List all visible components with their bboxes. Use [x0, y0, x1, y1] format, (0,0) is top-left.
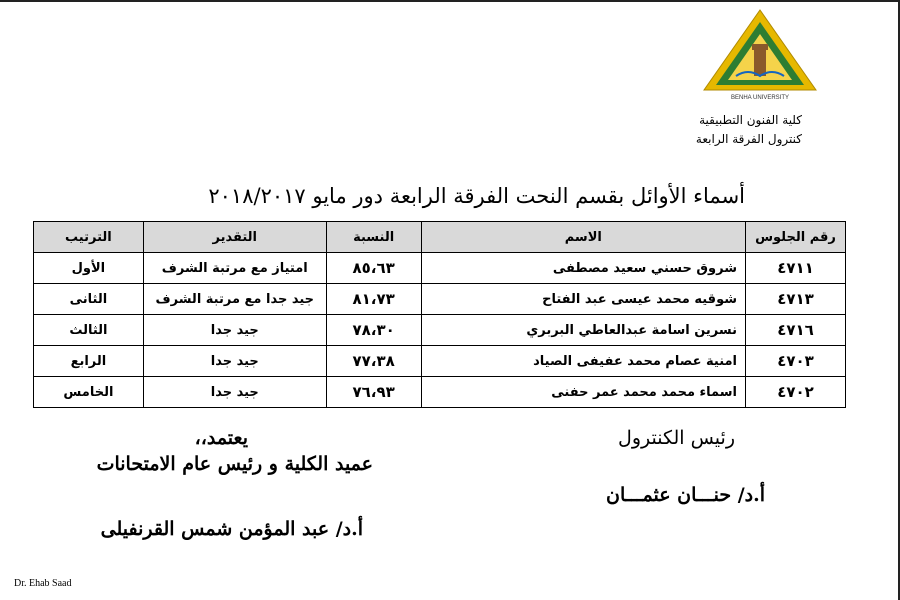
- cell-seat: ٤٧١٣: [746, 284, 846, 315]
- dean-name: أ.د/ عبد المؤمن شمس القرنفيلى: [100, 518, 363, 540]
- cell-seat: ٤٧٠٢: [746, 377, 846, 408]
- cell-name: اسماء محمد محمد عمر حفنى: [421, 377, 745, 408]
- cell-percent: ٧٨،٣٠: [326, 315, 421, 346]
- table-row: [34, 284, 846, 315]
- logo-caption: BENHA UNIVERSITY: [730, 95, 790, 101]
- cell-grade: جيد جدا: [143, 377, 326, 408]
- top-students-table: [33, 221, 846, 408]
- cell-rank: الأول: [34, 253, 144, 284]
- cell-percent: ٧٧،٣٨: [326, 346, 421, 377]
- college-name: كلية الفنون التطبيقية: [699, 113, 802, 127]
- cell-seat: ٤٧١٦: [746, 315, 846, 346]
- header-name: الاسم: [421, 222, 745, 253]
- cell-rank: الثالث: [34, 315, 144, 346]
- control-name: كنترول الفرقة الرابعة: [695, 132, 802, 146]
- table-row: [34, 315, 846, 346]
- table-row: [34, 253, 846, 284]
- cell-seat: ٤٧٠٣: [746, 346, 846, 377]
- college-header: [696, 111, 802, 149]
- header-seat: رقم الجلوس: [746, 222, 846, 253]
- dean-title: عميد الكلية و رئيس عام الامتحانات: [96, 453, 373, 475]
- control-head-title: رئيس الكنترول: [618, 427, 735, 449]
- cell-grade: جيد جدا: [143, 346, 326, 377]
- header-rank: الترتيب: [34, 222, 144, 253]
- page-title: أسماء الأوائل بقسم النحت الفرقة الرابعة دور مايو ٢٠١٨/٢٠١٧: [208, 184, 745, 208]
- cell-seat: ٤٧١١: [746, 253, 846, 284]
- cell-rank: الثانى: [34, 284, 144, 315]
- cell-percent: ٨١،٧٣: [326, 284, 421, 315]
- cell-grade: جيد جدا مع مرتبة الشرف: [143, 284, 326, 315]
- header-grade: التقدير: [143, 222, 326, 253]
- cell-percent: ٧٦،٩٣: [326, 377, 421, 408]
- header-percent: النسبة: [326, 222, 421, 253]
- table-row: [34, 346, 846, 377]
- cell-grade: جيد جدا: [143, 315, 326, 346]
- cell-name: امنية عصام محمد عفيفى الصياد: [421, 346, 745, 377]
- control-head-name: أ.د/ حنـــان عثمـــان: [606, 484, 765, 506]
- table-row: [34, 377, 846, 408]
- cell-name: نسرين اسامة عبدالعاطي البربري: [421, 315, 745, 346]
- cell-rank: الرابع: [34, 346, 144, 377]
- cell-name: شوقيه محمد عيسى عبد الفتاح: [421, 284, 745, 315]
- author-footer: Dr. Ehab Saad: [14, 578, 72, 589]
- table-header-row: [34, 222, 846, 253]
- page-border-top: [0, 0, 900, 2]
- cell-rank: الخامس: [34, 377, 144, 408]
- benha-university-logo: [700, 6, 820, 101]
- cell-percent: ٨٥،٦٣: [326, 253, 421, 284]
- cell-name: شروق حسني سعيد مصطفى: [421, 253, 745, 284]
- cell-grade: امتياز مع مرتبة الشرف: [143, 253, 326, 284]
- approval-label: يعتمد،،: [194, 427, 248, 449]
